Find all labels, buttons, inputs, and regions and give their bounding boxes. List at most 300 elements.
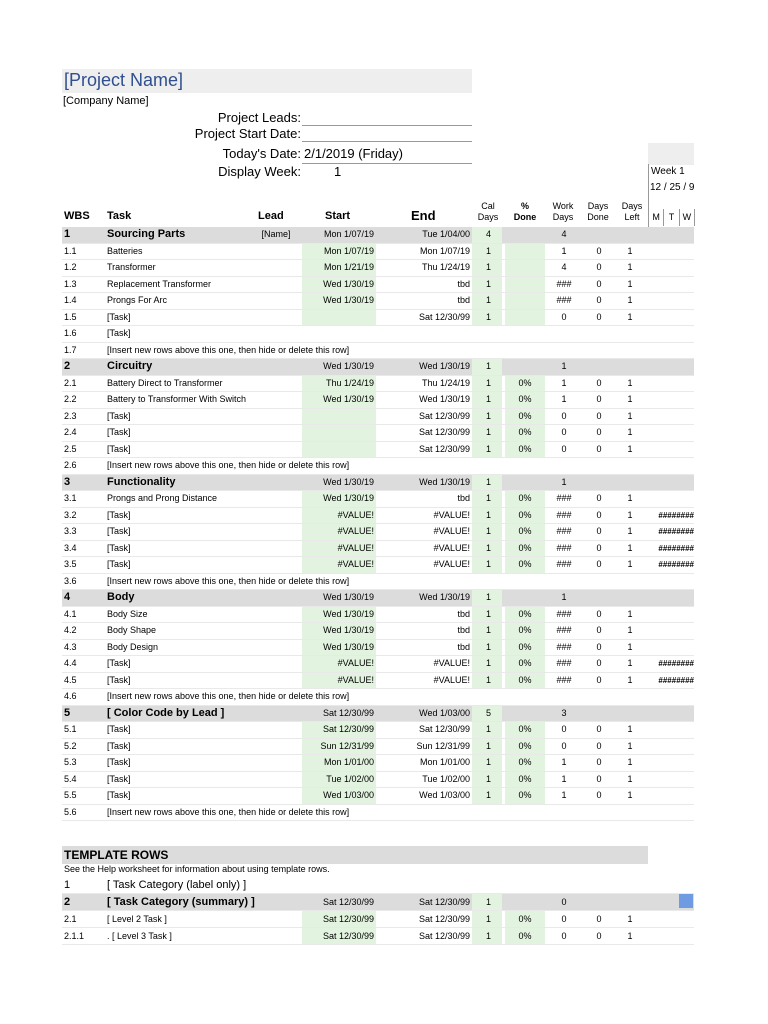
cell-lead[interactable]	[256, 326, 296, 342]
cell-end[interactable]: #VALUE!	[433, 526, 470, 536]
cell-wbs[interactable]: 3.6	[64, 575, 77, 586]
cell-wbs[interactable]: 4.5	[64, 674, 77, 685]
cell-gantt[interactable]: ########	[658, 560, 694, 569]
cell-lead[interactable]	[256, 788, 296, 804]
cell-lead[interactable]	[256, 894, 296, 910]
cell-done[interactable]: 0%	[505, 673, 545, 689]
table-row[interactable]	[62, 607, 694, 624]
cell-gantt[interactable]	[644, 260, 694, 276]
cell-wbs[interactable]: 2.1	[64, 377, 77, 388]
category-row[interactable]	[62, 475, 694, 492]
cell-done[interactable]: 0%	[505, 722, 545, 738]
cell-cal[interactable]: 1	[472, 359, 502, 375]
cell-start[interactable]: #VALUE!	[302, 557, 376, 573]
cell-start[interactable]: Wed 1/30/19	[302, 640, 376, 656]
cell-cal[interactable]	[472, 326, 502, 342]
cell-gantt[interactable]	[644, 640, 694, 656]
cell-dd[interactable]: 0	[596, 559, 602, 569]
cell-work[interactable]: 1	[561, 790, 567, 800]
cell-cal[interactable]	[472, 574, 502, 590]
cell-dd[interactable]: 0	[596, 740, 602, 751]
cell-done[interactable]	[505, 310, 545, 326]
cell-dd[interactable]: 0	[596, 757, 602, 767]
cell-work[interactable]: ###	[556, 493, 572, 503]
cell-done[interactable]	[505, 260, 545, 276]
cell-work[interactable]: ###	[556, 608, 572, 619]
cell-dd[interactable]	[584, 326, 614, 342]
cell-done[interactable]	[505, 877, 545, 893]
cell-dl[interactable]	[618, 894, 642, 910]
table-row[interactable]	[62, 541, 694, 558]
cell-work[interactable]	[550, 343, 578, 359]
cell-end[interactable]: Wed 1/30/19	[419, 592, 470, 602]
cell-task[interactable]: Prongs and Prong Distance	[107, 493, 218, 503]
cell-dd[interactable]: 0	[596, 931, 602, 941]
cell-dl[interactable]: 1	[627, 724, 633, 734]
cell-cal[interactable]: 1	[472, 310, 502, 326]
cell-work[interactable]	[550, 877, 578, 893]
cell-dl[interactable]: 1	[627, 931, 633, 941]
cell-cal[interactable]	[472, 805, 502, 821]
cell-done[interactable]: 0%	[505, 788, 545, 804]
cell-start[interactable]: Wed 1/30/19	[302, 607, 376, 623]
cell-task[interactable]: [Task]	[107, 658, 131, 668]
cell-dl[interactable]	[618, 877, 642, 893]
cell-start[interactable]: Sat 12/30/99	[322, 897, 374, 907]
cell-done[interactable]	[505, 458, 545, 474]
cell-dd[interactable]: 0	[596, 509, 602, 520]
cell-end[interactable]: #VALUE!	[433, 658, 470, 668]
cell-task[interactable]: [Task]	[107, 542, 131, 553]
cell-gantt[interactable]	[644, 739, 694, 755]
cell-task[interactable]: [ Color Code by Lead ]	[107, 706, 225, 719]
cell-gantt[interactable]	[644, 623, 694, 639]
cell-cal[interactable]: 1	[472, 541, 502, 557]
cell-gantt[interactable]	[644, 244, 694, 260]
cell-start[interactable]: Sat 12/30/99	[302, 911, 376, 927]
cell-end[interactable]	[380, 458, 472, 474]
cell-wbs[interactable]: 2	[64, 896, 71, 908]
cell-done[interactable]: 0%	[505, 911, 545, 927]
cell-start[interactable]: Mon 1/21/19	[302, 260, 376, 276]
category-row[interactable]	[62, 359, 694, 376]
cell-wbs[interactable]: 1	[64, 879, 71, 891]
cell-lead[interactable]	[256, 409, 296, 425]
cell-wbs[interactable]: 5.6	[64, 806, 77, 817]
cell-lead[interactable]	[256, 310, 296, 326]
cell-start[interactable]: Thu 1/24/19	[302, 376, 376, 392]
cell-end[interactable]: Sat 12/30/99	[418, 897, 470, 907]
cell-end[interactable]: Thu 1/24/19	[421, 377, 470, 388]
cell-wbs[interactable]: 3.4	[64, 542, 77, 553]
cell-cal[interactable]: 1	[472, 425, 502, 441]
cell-end[interactable]: Thu 1/24/19	[421, 262, 470, 272]
cell-dd[interactable]: 0	[596, 410, 602, 421]
cell-start[interactable]: Wed 1/30/19	[302, 392, 376, 408]
cell-dd[interactable]	[584, 805, 614, 821]
cell-task[interactable]: [ Task Category (label only) ]	[107, 879, 247, 891]
cell-cal[interactable]	[472, 458, 502, 474]
cell-wbs[interactable]: 3.2	[64, 509, 77, 520]
cell-done[interactable]: 0%	[505, 739, 545, 755]
cell-cal[interactable]: 1	[472, 673, 502, 689]
cell-end[interactable]: Mon 1/01/00	[419, 757, 470, 767]
cell-done[interactable]: 0%	[505, 409, 545, 425]
cell-done[interactable]	[505, 574, 545, 590]
cell-wbs[interactable]: 3.3	[64, 526, 77, 536]
table-row[interactable]	[62, 739, 694, 756]
cell-dd[interactable]: 0	[596, 278, 602, 289]
cell-dd[interactable]	[584, 877, 614, 893]
cell-work[interactable]: 1	[561, 361, 567, 371]
cell-work[interactable]: ###	[556, 542, 572, 553]
cell-dl[interactable]: 1	[627, 394, 633, 404]
cell-lead[interactable]	[256, 277, 296, 293]
cell-task[interactable]: [Insert new rows above this one, then hide or delete this row]	[107, 344, 350, 355]
cell-start[interactable]	[302, 877, 376, 893]
cell-end[interactable]	[380, 689, 472, 705]
table-row[interactable]	[62, 376, 694, 393]
cell-gantt[interactable]	[644, 425, 694, 441]
cell-wbs[interactable]: 3.5	[64, 559, 77, 569]
cell-cal[interactable]: 1	[472, 772, 502, 788]
cell-wbs[interactable]: 5.1	[64, 724, 77, 734]
cell-dd[interactable]: 0	[596, 526, 602, 536]
cell-dl[interactable]: 1	[627, 608, 633, 619]
cell-wbs[interactable]: 1.2	[64, 262, 77, 272]
cell-wbs[interactable]: 4.6	[64, 691, 77, 701]
cell-task[interactable]: Sourcing Parts	[107, 228, 186, 240]
cell-task[interactable]: [Task]	[107, 740, 131, 751]
cell-cal[interactable]: 1	[472, 623, 502, 639]
cell-done[interactable]	[505, 475, 545, 491]
cell-dd[interactable]: 0	[596, 641, 602, 652]
table-row[interactable]	[62, 640, 694, 657]
cell-lead[interactable]	[256, 607, 296, 623]
cell-cal[interactable]	[472, 689, 502, 705]
cell-end[interactable]: #VALUE!	[433, 559, 470, 569]
cell-end[interactable]: tbd	[457, 641, 470, 652]
cell-work[interactable]	[550, 326, 578, 342]
cell-wbs[interactable]: 2.6	[64, 460, 77, 470]
cell-end[interactable]	[380, 574, 472, 590]
cell-task[interactable]: [Task]	[107, 559, 131, 569]
cell-end[interactable]	[380, 326, 472, 342]
cell-start[interactable]: Sat 12/30/99	[302, 928, 376, 944]
cell-cal[interactable]	[472, 343, 502, 359]
cell-lead[interactable]: [Name]	[261, 229, 291, 239]
cell-end[interactable]: tbd	[457, 278, 470, 289]
cell-dl[interactable]: 1	[627, 311, 633, 322]
cell-work[interactable]: 1	[561, 377, 567, 388]
cell-task[interactable]: [Task]	[107, 724, 131, 734]
cell-wbs[interactable]: 2.2	[64, 394, 77, 404]
cell-done[interactable]	[505, 590, 545, 606]
cell-end[interactable]: #VALUE!	[433, 542, 470, 553]
cell-task[interactable]: [ Task Category (summary) ]	[107, 896, 255, 908]
cell-gantt[interactable]	[644, 343, 694, 359]
cell-dd[interactable]: 0	[596, 914, 602, 924]
cell-task[interactable]: [Task]	[107, 526, 131, 536]
cell-task[interactable]: [Task]	[107, 443, 131, 454]
cell-task[interactable]: [Task]	[107, 757, 131, 767]
cell-task[interactable]: Circuitry	[107, 360, 153, 372]
cell-start[interactable]	[302, 310, 376, 326]
cell-gantt[interactable]	[644, 805, 694, 821]
cell-dl[interactable]: 1	[627, 790, 633, 800]
table-row[interactable]	[62, 689, 694, 706]
cell-dl[interactable]	[618, 689, 642, 705]
cell-gantt[interactable]	[644, 911, 694, 927]
cell-dd[interactable]: 0	[596, 311, 602, 322]
cell-gantt[interactable]	[644, 376, 694, 392]
cell-dd[interactable]: 0	[596, 608, 602, 619]
cell-wbs[interactable]: 5	[64, 706, 71, 719]
start-date-field[interactable]	[302, 141, 472, 142]
cell-work[interactable]: 0	[561, 897, 567, 907]
cell-cal[interactable]: 1	[472, 277, 502, 293]
cell-work[interactable]	[550, 574, 578, 590]
cell-task[interactable]: [Task]	[107, 328, 131, 338]
cell-gantt[interactable]	[644, 590, 694, 606]
cell-done[interactable]: 0%	[505, 928, 545, 944]
cell-cal[interactable]: 1	[472, 376, 502, 392]
cell-lead[interactable]	[256, 392, 296, 408]
cell-task[interactable]: Transformer	[107, 262, 156, 272]
cell-end[interactable]: Sun 12/31/99	[416, 740, 470, 751]
cell-dd[interactable]: 0	[596, 427, 602, 437]
table-row[interactable]	[62, 260, 694, 277]
table-row[interactable]	[62, 673, 694, 690]
cell-end[interactable]: Tue 1/02/00	[422, 773, 470, 784]
table-row[interactable]	[62, 524, 694, 541]
cell-dl[interactable]: 1	[627, 377, 633, 388]
cell-wbs[interactable]: 2.1	[64, 914, 77, 924]
cell-task[interactable]: [Insert new rows above this one, then hide or delete this row]	[107, 460, 350, 470]
cell-gantt[interactable]: ########	[658, 510, 694, 520]
cell-lead[interactable]	[256, 425, 296, 441]
cell-end[interactable]: tbd	[457, 493, 470, 503]
cell-dd[interactable]: 0	[596, 394, 602, 404]
cell-dl[interactable]: 1	[627, 757, 633, 767]
cell-dd[interactable]	[584, 458, 614, 474]
cell-work[interactable]: 0	[561, 427, 567, 437]
cell-start[interactable]: #VALUE!	[302, 524, 376, 540]
cell-done[interactable]	[505, 805, 545, 821]
cell-cal[interactable]: 1	[472, 557, 502, 573]
cell-work[interactable]: 4	[561, 262, 567, 272]
cell-cal[interactable]: 1	[472, 260, 502, 276]
cell-dd[interactable]	[584, 343, 614, 359]
cell-end[interactable]: Wed 1/03/00	[419, 707, 470, 718]
cell-done[interactable]	[505, 293, 545, 309]
cell-wbs[interactable]: 3.1	[64, 493, 77, 503]
cell-done[interactable]: 0%	[505, 392, 545, 408]
cell-done[interactable]	[505, 343, 545, 359]
cell-gantt[interactable]	[644, 877, 694, 893]
cell-dl[interactable]	[618, 359, 642, 375]
table-row[interactable]	[62, 623, 694, 640]
cell-end[interactable]: Sat 12/30/99	[418, 410, 470, 421]
cell-end[interactable]: Wed 1/30/19	[419, 361, 470, 371]
table-row[interactable]	[62, 277, 694, 294]
cell-gantt[interactable]	[644, 475, 694, 491]
table-row[interactable]	[62, 755, 694, 772]
cell-wbs[interactable]: 2.5	[64, 443, 77, 454]
cell-start[interactable]: #VALUE!	[302, 508, 376, 524]
cell-done[interactable]	[505, 706, 545, 722]
cell-dd[interactable]	[584, 894, 614, 910]
cell-lead[interactable]	[256, 772, 296, 788]
cell-start[interactable]: Wed 1/30/19	[302, 293, 376, 309]
cell-task[interactable]: Body	[107, 591, 135, 603]
cell-work[interactable]: ###	[556, 295, 572, 305]
cell-wbs[interactable]: 5.3	[64, 757, 77, 767]
cell-end[interactable]: Wed 1/03/00	[419, 790, 470, 800]
cell-dl[interactable]: 1	[627, 262, 633, 272]
cell-dl[interactable]: 1	[627, 410, 633, 421]
cell-cal[interactable]: 1	[472, 475, 502, 491]
cell-dl[interactable]: 1	[627, 443, 633, 454]
cell-cal[interactable]: 4	[472, 227, 502, 243]
cell-work[interactable]: 1	[561, 476, 567, 487]
cell-done[interactable]: 0%	[505, 491, 545, 507]
category-row[interactable]	[62, 706, 694, 723]
cell-gantt[interactable]	[644, 392, 694, 408]
cell-cal[interactable]: 1	[472, 894, 502, 910]
table-row[interactable]	[62, 326, 694, 343]
cell-task[interactable]: [Insert new rows above this one, then hide or delete this row]	[107, 575, 350, 586]
cell-gantt[interactable]	[644, 326, 694, 342]
cell-lead[interactable]	[256, 343, 296, 359]
cell-dl[interactable]	[618, 805, 642, 821]
cell-work[interactable]: 1	[561, 773, 567, 784]
cell-cal[interactable]: 1	[472, 640, 502, 656]
cell-start[interactable]: Wed 1/30/19	[302, 491, 376, 507]
cell-cal[interactable]: 1	[472, 442, 502, 458]
cell-work[interactable]: ###	[556, 625, 572, 635]
cell-wbs[interactable]: 5.5	[64, 790, 77, 800]
cell-cal[interactable]: 1	[472, 244, 502, 260]
table-row[interactable]	[62, 928, 694, 945]
table-row[interactable]	[62, 244, 694, 261]
cell-lead[interactable]	[256, 706, 296, 722]
cell-end[interactable]: Tue 1/04/00	[422, 229, 470, 239]
category-row[interactable]	[62, 227, 694, 244]
cell-lead[interactable]	[256, 442, 296, 458]
cell-dl[interactable]: 1	[627, 278, 633, 289]
cell-gantt[interactable]: ########	[658, 659, 694, 668]
table-row[interactable]	[62, 772, 694, 789]
cell-done[interactable]	[505, 689, 545, 705]
cell-done[interactable]: 0%	[505, 541, 545, 557]
cell-lead[interactable]	[256, 376, 296, 392]
cell-start[interactable]: Tue 1/02/00	[302, 772, 376, 788]
cell-start[interactable]: Mon 1/01/00	[302, 755, 376, 771]
cell-lead[interactable]	[256, 640, 296, 656]
cell-lead[interactable]	[256, 574, 296, 590]
cell-task[interactable]: [ Level 2 Task ]	[107, 914, 167, 924]
cell-lead[interactable]	[256, 524, 296, 540]
cell-task[interactable]: [Task]	[107, 410, 131, 421]
table-row[interactable]	[62, 788, 694, 805]
cell-cal[interactable]	[472, 877, 502, 893]
cell-task[interactable]: [Task]	[107, 311, 131, 322]
cell-dl[interactable]: 1	[627, 914, 633, 924]
cell-cal[interactable]: 1	[472, 911, 502, 927]
cell-wbs[interactable]: 2.3	[64, 410, 77, 421]
cell-dl[interactable]: 1	[627, 295, 633, 305]
cell-task[interactable]: Body Shape	[107, 625, 157, 635]
table-row[interactable]	[62, 574, 694, 591]
cell-start[interactable]	[302, 343, 376, 359]
cell-done[interactable]: 0%	[505, 772, 545, 788]
cell-work[interactable]	[550, 805, 578, 821]
cell-cal[interactable]: 1	[472, 524, 502, 540]
cell-start[interactable]	[302, 442, 376, 458]
cell-lead[interactable]	[256, 805, 296, 821]
cell-cal[interactable]: 1	[472, 928, 502, 944]
cell-task[interactable]: Functionality	[107, 475, 176, 488]
cell-end[interactable]	[380, 805, 472, 821]
cell-lead[interactable]	[256, 359, 296, 375]
cell-task[interactable]: Battery to Transformer With Switch	[107, 394, 247, 404]
cell-dd[interactable]: 0	[596, 493, 602, 503]
cell-cal[interactable]: 5	[472, 706, 502, 722]
cell-start[interactable]	[302, 409, 376, 425]
cell-work[interactable]: 0	[561, 410, 567, 421]
cell-dl[interactable]: 1	[627, 641, 633, 652]
table-row[interactable]	[62, 508, 694, 525]
cell-gantt[interactable]	[644, 409, 694, 425]
cell-dl[interactable]: 1	[627, 526, 633, 536]
cell-gantt[interactable]	[644, 788, 694, 804]
cell-lead[interactable]	[256, 755, 296, 771]
cell-done[interactable]	[505, 227, 545, 243]
table-row[interactable]	[62, 392, 694, 409]
cell-start[interactable]	[302, 689, 376, 705]
cell-dd[interactable]: 0	[596, 443, 602, 454]
cell-work[interactable]: 0	[561, 443, 567, 454]
cell-task[interactable]: [Insert new rows above this one, then hide or delete this row]	[107, 806, 350, 817]
cell-dd[interactable]	[584, 574, 614, 590]
cell-dl[interactable]: 1	[627, 427, 633, 437]
cell-end[interactable]: tbd	[457, 608, 470, 619]
cell-end[interactable]: Sat 12/30/99	[418, 427, 470, 437]
cell-cal[interactable]: 1	[472, 722, 502, 738]
cell-end[interactable]	[380, 877, 472, 893]
cell-dl[interactable]: 1	[627, 509, 633, 520]
cell-done[interactable]: 0%	[505, 557, 545, 573]
cell-end[interactable]: Sat 12/30/99	[418, 931, 470, 941]
cell-wbs[interactable]: 1.3	[64, 278, 77, 289]
cell-task[interactable]: Body Design	[107, 641, 159, 652]
cell-work[interactable]: 4	[561, 229, 567, 239]
cell-dd[interactable]: 0	[596, 724, 602, 734]
cell-gantt[interactable]	[644, 574, 694, 590]
cell-wbs[interactable]: 3	[64, 475, 71, 488]
cell-gantt[interactable]	[644, 491, 694, 507]
cell-gantt[interactable]: ########	[658, 675, 694, 685]
cell-work[interactable]	[550, 689, 578, 705]
cell-done[interactable]: 0%	[505, 755, 545, 771]
table-row[interactable]	[62, 877, 694, 894]
cell-done[interactable]: 0%	[505, 623, 545, 639]
cell-start[interactable]: Sun 12/31/99	[302, 739, 376, 755]
cell-gantt[interactable]	[644, 689, 694, 705]
cell-lead[interactable]	[256, 458, 296, 474]
cell-wbs[interactable]: 1.7	[64, 344, 77, 355]
